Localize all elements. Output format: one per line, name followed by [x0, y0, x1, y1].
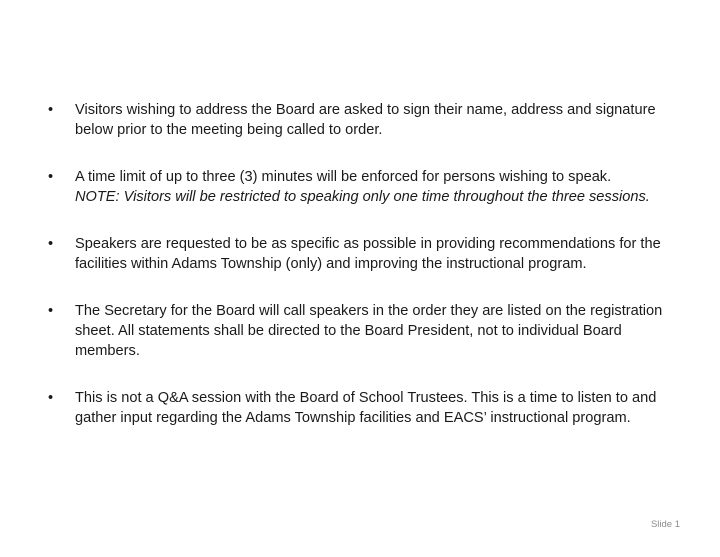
- bullet-text: This is not a Q&A session with the Board of School Trustees. This is a time to listen to and gather input regarding the Adams Township facilities and EACS’ instructional program.: [75, 390, 657, 426]
- bullet-item-not-qa: [48, 388, 688, 428]
- bullet-icon: •: [48, 102, 54, 118]
- bullet-icon: •: [48, 236, 54, 252]
- bullet-note: NOTE: Visitors will be restricted to speaking only one time throughout the three sessions.: [75, 189, 650, 205]
- bullet-item-secretary: [48, 301, 688, 361]
- bullet-item-time-limit: [48, 167, 688, 207]
- slide-number: Slide 1: [650, 519, 680, 530]
- bullet-item-sign-in: [48, 100, 688, 140]
- bullet-icon: •: [48, 169, 54, 185]
- bullet-text: Speakers are requested to be as specific as possible in providing recommendations for the facilities within Adams Township (only) and improving the instructional program.: [75, 236, 661, 272]
- bullet-text: The Secretary for the Board will call speakers in the order they are listed on the registration sheet. All statements shall be directed to the Board President, not to individual Board members.: [75, 303, 663, 359]
- bullet-text: A time limit of up to three (3) minutes will be enforced for persons wishing to speak.: [75, 169, 612, 185]
- bullet-icon: •: [48, 303, 54, 319]
- bullet-list: [48, 100, 688, 455]
- bullet-text: Visitors wishing to address the Board are asked to sign their name, address and signature below prior to the meeting being called to order.: [75, 102, 656, 138]
- bullet-icon: •: [48, 390, 54, 406]
- bullet-item-specific: [48, 234, 688, 274]
